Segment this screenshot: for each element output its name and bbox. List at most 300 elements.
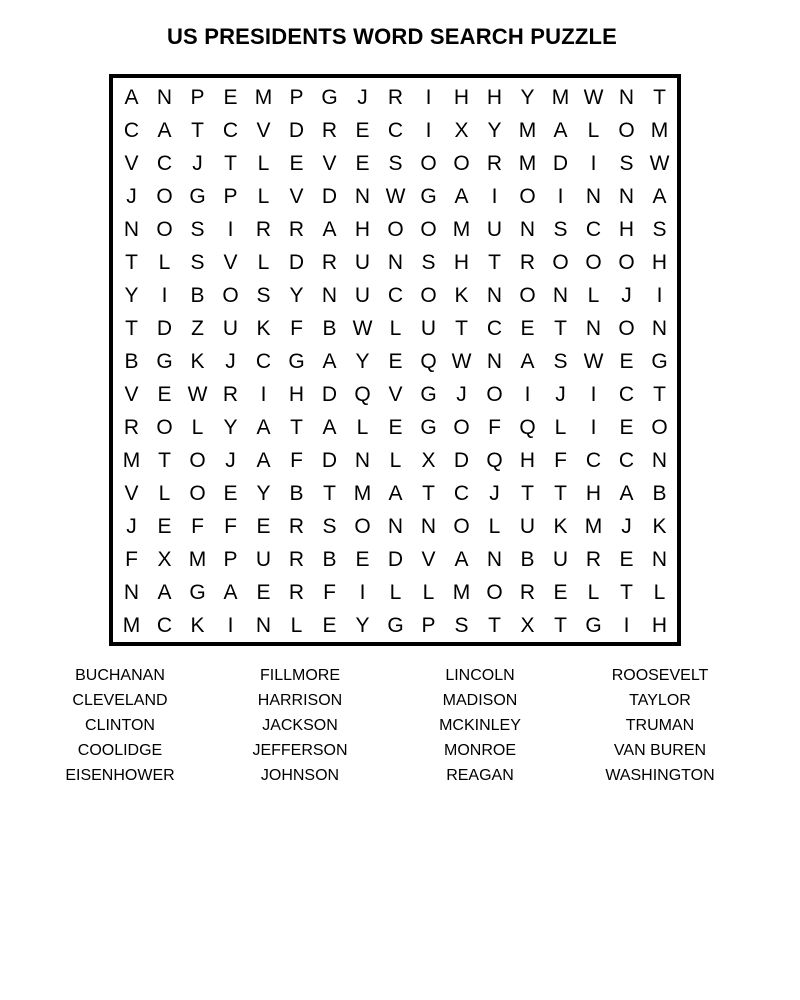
grid-cell[interactable]: M	[254, 85, 273, 109]
grid-cell[interactable]: N	[420, 514, 437, 538]
grid-cell[interactable]: N	[156, 85, 173, 109]
grid-cell[interactable]: B	[289, 481, 304, 505]
grid-cell[interactable]: I	[227, 613, 234, 637]
grid-cell[interactable]: Y	[223, 415, 238, 439]
word-list-item: ROOSEVELT	[611, 667, 709, 684]
grid-cell[interactable]: G	[420, 382, 437, 406]
grid-cell[interactable]: M	[122, 613, 141, 637]
grid-cell[interactable]: J	[225, 349, 236, 373]
grid-cell[interactable]: O	[420, 283, 437, 307]
grid-cell[interactable]: E	[553, 580, 568, 604]
grid-cell[interactable]: E	[157, 514, 172, 538]
grid-cell[interactable]: T	[488, 613, 501, 637]
grid-cell[interactable]: L	[257, 250, 270, 274]
grid-cell[interactable]: M	[518, 118, 537, 142]
grid-cell[interactable]: C	[618, 382, 635, 406]
grid-cell[interactable]: I	[425, 118, 432, 142]
grid-cell[interactable]: W	[385, 184, 406, 208]
grid-cell[interactable]: L	[389, 316, 402, 340]
grid-cell[interactable]: B	[322, 547, 337, 571]
grid-cell[interactable]: D	[156, 316, 173, 340]
grid-cell[interactable]: T	[653, 85, 666, 109]
grid-cell[interactable]: N	[321, 283, 338, 307]
grid-cell[interactable]: I	[557, 184, 564, 208]
grid-cell[interactable]: R	[288, 514, 305, 538]
grid-cell[interactable]: O	[387, 217, 404, 241]
grid-cell[interactable]: F	[323, 580, 336, 604]
grid-cell[interactable]: L	[587, 118, 600, 142]
grid-cell[interactable]: T	[224, 151, 237, 175]
grid-cell[interactable]: T	[620, 580, 633, 604]
grid-cell[interactable]: O	[618, 316, 635, 340]
grid-cell[interactable]: T	[158, 448, 171, 472]
grid-cell[interactable]: D	[552, 151, 569, 175]
grid-cell[interactable]: D	[288, 118, 305, 142]
grid-cell[interactable]: G	[585, 613, 602, 637]
grid-cell[interactable]: U	[222, 316, 239, 340]
grid-cell[interactable]: J	[126, 184, 137, 208]
grid-cell[interactable]: M	[551, 85, 570, 109]
grid-cell[interactable]: J	[621, 514, 632, 538]
grid-cell[interactable]: W	[187, 382, 208, 406]
grid-cell[interactable]: Q	[420, 349, 437, 373]
grid-cell[interactable]: T	[653, 382, 666, 406]
grid-cell[interactable]: L	[389, 580, 402, 604]
grid-cell[interactable]: N	[387, 514, 404, 538]
grid-cell[interactable]: K	[652, 514, 667, 538]
grid-cell[interactable]: X	[454, 118, 469, 142]
grid-cell[interactable]: W	[583, 85, 604, 109]
grid-cell[interactable]: O	[519, 184, 536, 208]
grid-cell[interactable]: Y	[124, 283, 139, 307]
grid-cell[interactable]: I	[590, 382, 597, 406]
grid-cell[interactable]: T	[290, 415, 303, 439]
grid-cell[interactable]: O	[453, 415, 470, 439]
grid-cell[interactable]: D	[321, 382, 338, 406]
grid-cell[interactable]: Q	[519, 415, 536, 439]
grid-cell[interactable]: S	[553, 349, 568, 373]
grid-cell[interactable]: C	[585, 217, 602, 241]
grid-cell[interactable]: T	[521, 481, 534, 505]
grid-cell[interactable]: V	[289, 184, 304, 208]
grid-cell[interactable]: C	[618, 448, 635, 472]
grid-cell[interactable]: E	[619, 349, 634, 373]
grid-cell[interactable]: A	[124, 85, 139, 109]
grid-cell[interactable]: A	[223, 580, 238, 604]
grid-cell[interactable]: E	[619, 547, 634, 571]
grid-cell[interactable]: F	[224, 514, 237, 538]
word-list-item: WASHINGTON	[605, 767, 715, 784]
grid-cell[interactable]: K	[256, 316, 271, 340]
grid-cell[interactable]: Y	[487, 118, 502, 142]
grid-cell[interactable]: I	[656, 283, 663, 307]
grid-cell[interactable]: S	[652, 217, 667, 241]
grid-cell[interactable]: L	[554, 415, 567, 439]
grid-cell[interactable]: I	[524, 382, 531, 406]
grid-cell[interactable]: U	[519, 514, 536, 538]
grid-cell[interactable]: H	[618, 217, 635, 241]
grid-cell[interactable]: V	[223, 250, 238, 274]
grid-cell[interactable]: N	[354, 448, 371, 472]
grid-cell[interactable]: S	[190, 217, 205, 241]
grid-cell[interactable]: G	[651, 349, 668, 373]
grid-cell[interactable]: I	[260, 382, 267, 406]
grid-cell[interactable]: E	[520, 316, 535, 340]
grid-cell[interactable]: H	[651, 250, 668, 274]
grid-cell[interactable]: B	[124, 349, 139, 373]
grid-cell[interactable]: A	[553, 118, 568, 142]
grid-cell[interactable]: A	[256, 448, 271, 472]
grid-cell[interactable]: L	[191, 415, 204, 439]
grid-cell[interactable]: H	[519, 448, 536, 472]
grid-cell[interactable]: B	[652, 481, 667, 505]
grid-cell[interactable]: C	[255, 349, 272, 373]
grid-cell[interactable]: E	[256, 514, 271, 538]
grid-cell[interactable]: R	[321, 250, 338, 274]
grid-cell[interactable]: A	[619, 481, 634, 505]
grid-cell[interactable]: D	[321, 448, 338, 472]
grid-cell[interactable]: J	[555, 382, 566, 406]
grid-cell[interactable]: F	[125, 547, 138, 571]
grid-cell[interactable]: T	[554, 481, 567, 505]
grid-cell[interactable]: T	[422, 481, 435, 505]
grid-cell[interactable]: A	[157, 118, 172, 142]
grid-cell[interactable]: R	[585, 547, 602, 571]
grid-cell[interactable]: L	[158, 250, 171, 274]
grid-cell[interactable]: R	[123, 415, 140, 439]
grid-cell[interactable]: D	[288, 250, 305, 274]
grid-cell[interactable]: W	[649, 151, 670, 175]
grid-cell[interactable]: N	[651, 316, 668, 340]
grid-cell[interactable]: I	[623, 613, 630, 637]
grid-cell[interactable]: K	[190, 349, 205, 373]
grid-cell[interactable]: O	[420, 151, 437, 175]
word-list-item: VAN BUREN	[613, 742, 707, 759]
grid-cell[interactable]: F	[290, 448, 303, 472]
grid-cell[interactable]: K	[190, 613, 205, 637]
grid-cell[interactable]: V	[256, 118, 271, 142]
grid-cell[interactable]: Y	[355, 613, 370, 637]
grid-cell[interactable]: E	[157, 382, 172, 406]
grid-cell[interactable]: L	[158, 481, 171, 505]
grid-cell[interactable]: N	[618, 184, 635, 208]
word-list-item: CLEVELAND	[72, 692, 168, 709]
grid-cell[interactable]: E	[355, 118, 370, 142]
grid-cell[interactable]: D	[321, 184, 338, 208]
grid-cell[interactable]: N	[651, 448, 668, 472]
grid-cell[interactable]: I	[227, 217, 234, 241]
grid-cell[interactable]: E	[355, 547, 370, 571]
grid-cell[interactable]: S	[256, 283, 271, 307]
grid-cell[interactable]: G	[387, 613, 404, 637]
grid-cell[interactable]: O	[651, 415, 668, 439]
grid-cell[interactable]: S	[421, 250, 436, 274]
grid-cell[interactable]: R	[387, 85, 404, 109]
grid-cell[interactable]: M	[353, 481, 372, 505]
grid-cell[interactable]: N	[486, 283, 503, 307]
grid-cell[interactable]: V	[124, 481, 139, 505]
grid-cell[interactable]: H	[288, 382, 305, 406]
grid-cell[interactable]: O	[222, 283, 239, 307]
grid-cell[interactable]: Y	[520, 85, 535, 109]
grid-cell[interactable]: Y	[355, 349, 370, 373]
grid-cell[interactable]: O	[156, 184, 173, 208]
grid-cell[interactable]: L	[290, 613, 303, 637]
grid-cell[interactable]: M	[188, 547, 207, 571]
grid-cell[interactable]: M	[452, 580, 471, 604]
grid-cell[interactable]: F	[290, 316, 303, 340]
puzzle-grid-frame	[109, 74, 681, 646]
grid-cell[interactable]: G	[420, 415, 437, 439]
grid-cell[interactable]: S	[553, 217, 568, 241]
grid-cell[interactable]: Y	[289, 283, 304, 307]
grid-cell[interactable]: E	[256, 580, 271, 604]
grid-cell[interactable]: U	[354, 250, 371, 274]
grid-cell[interactable]: T	[125, 250, 138, 274]
grid-cell[interactable]: R	[255, 217, 272, 241]
grid-cell[interactable]: Q	[354, 382, 371, 406]
grid-cell[interactable]: T	[191, 118, 204, 142]
grid-cell[interactable]: I	[359, 580, 366, 604]
grid-cell[interactable]: C	[486, 316, 503, 340]
grid-cell[interactable]: N	[255, 613, 272, 637]
grid-cell[interactable]: N	[354, 184, 371, 208]
grid-cell[interactable]: U	[552, 547, 569, 571]
grid-cell[interactable]: X	[157, 547, 172, 571]
grid-cell[interactable]: E	[355, 151, 370, 175]
grid-cell[interactable]: A	[652, 184, 667, 208]
grid-cell[interactable]: C	[222, 118, 239, 142]
grid-cell[interactable]: L	[257, 151, 270, 175]
grid-cell[interactable]: U	[255, 547, 272, 571]
grid-cell[interactable]: V	[388, 382, 403, 406]
grid-cell[interactable]: K	[454, 283, 469, 307]
grid-cell[interactable]: A	[157, 580, 172, 604]
grid-cell[interactable]: R	[321, 118, 338, 142]
grid-cell[interactable]: W	[583, 349, 604, 373]
grid-cell[interactable]: B	[322, 316, 337, 340]
grid-cell[interactable]: J	[192, 151, 203, 175]
grid-cell[interactable]: O	[486, 382, 503, 406]
grid-cell[interactable]: D	[453, 448, 470, 472]
grid-cell[interactable]: C	[156, 151, 173, 175]
grid-cell[interactable]: A	[454, 547, 469, 571]
grid-cell[interactable]: R	[288, 580, 305, 604]
grid-cell[interactable]: I	[161, 283, 168, 307]
grid-cell[interactable]: M	[518, 151, 537, 175]
grid-cell[interactable]: J	[456, 382, 467, 406]
grid-cell[interactable]: W	[451, 349, 472, 373]
grid-cell[interactable]: L	[389, 448, 402, 472]
grid-cell[interactable]: L	[587, 283, 600, 307]
grid-cell[interactable]: N	[519, 217, 536, 241]
grid-cell[interactable]: N	[585, 184, 602, 208]
grid-cell[interactable]: V	[322, 151, 337, 175]
grid-cell[interactable]: A	[256, 415, 271, 439]
word-list-item: MONROE	[444, 742, 516, 759]
grid-cell[interactable]: S	[388, 151, 403, 175]
grid-cell[interactable]: O	[189, 481, 206, 505]
grid-cell[interactable]: T	[488, 250, 501, 274]
grid-cell[interactable]: L	[653, 580, 666, 604]
grid-cell[interactable]: I	[590, 415, 597, 439]
grid-cell[interactable]: N	[387, 250, 404, 274]
grid-cell[interactable]: A	[454, 184, 469, 208]
grid-cell[interactable]: V	[421, 547, 436, 571]
grid-cell[interactable]: S	[454, 613, 469, 637]
grid-cell[interactable]: H	[585, 481, 602, 505]
grid-cell[interactable]: M	[122, 448, 141, 472]
grid-cell[interactable]: V	[124, 151, 139, 175]
grid-cell[interactable]: T	[125, 316, 138, 340]
grid-cell[interactable]: A	[520, 349, 535, 373]
grid-cell[interactable]: D	[387, 547, 404, 571]
letter-grid	[115, 81, 676, 642]
grid-cell[interactable]: F	[488, 415, 501, 439]
word-list-column	[390, 663, 570, 788]
grid-cell[interactable]: N	[486, 547, 503, 571]
grid-cell[interactable]: C	[453, 481, 470, 505]
grid-cell[interactable]: P	[421, 613, 436, 637]
grid-cell[interactable]: R	[222, 382, 239, 406]
grid-cell[interactable]: X	[520, 613, 535, 637]
grid-cell[interactable]: E	[388, 415, 403, 439]
grid-cell[interactable]: O	[156, 415, 173, 439]
grid-cell[interactable]: L	[356, 415, 369, 439]
grid-cell[interactable]: F	[191, 514, 204, 538]
grid-cell[interactable]: H	[486, 85, 503, 109]
grid-cell[interactable]: T	[554, 316, 567, 340]
grid-cell[interactable]: O	[354, 514, 371, 538]
grid-cell[interactable]: G	[420, 184, 437, 208]
grid-cell[interactable]: O	[453, 514, 470, 538]
grid-cell[interactable]: R	[288, 217, 305, 241]
grid-cell[interactable]: C	[156, 613, 173, 637]
grid-cell[interactable]: T	[323, 481, 336, 505]
grid-cell[interactable]: H	[354, 217, 371, 241]
grid-cell[interactable]: B	[520, 547, 535, 571]
grid-cell[interactable]: P	[190, 85, 205, 109]
grid-cell[interactable]: X	[421, 448, 436, 472]
grid-cell[interactable]: R	[288, 547, 305, 571]
grid-cell[interactable]: H	[651, 613, 668, 637]
grid-cell[interactable]: M	[650, 118, 669, 142]
grid-cell[interactable]: I	[590, 151, 597, 175]
grid-cell[interactable]: A	[322, 217, 337, 241]
grid-cell[interactable]: S	[619, 151, 634, 175]
grid-cell[interactable]: Z	[191, 316, 204, 340]
grid-cell[interactable]: U	[420, 316, 437, 340]
grid-cell[interactable]: P	[223, 184, 238, 208]
grid-cell[interactable]: C	[387, 283, 404, 307]
grid-cell[interactable]: R	[519, 250, 536, 274]
grid-cell[interactable]: P	[223, 547, 238, 571]
grid-cell[interactable]: A	[322, 349, 337, 373]
grid-cell[interactable]: C	[585, 448, 602, 472]
grid-cell[interactable]: M	[452, 217, 471, 241]
grid-cell[interactable]: L	[257, 184, 270, 208]
grid-cell[interactable]: R	[519, 580, 536, 604]
grid-cell[interactable]: E	[619, 415, 634, 439]
grid-cell[interactable]: E	[388, 349, 403, 373]
word-list-item: JEFFERSON	[252, 742, 348, 759]
grid-cell[interactable]: O	[519, 283, 536, 307]
grid-cell[interactable]: O	[552, 250, 569, 274]
grid-cell[interactable]: E	[289, 151, 304, 175]
grid-cell[interactable]: J	[621, 283, 632, 307]
grid-cell[interactable]: J	[357, 85, 368, 109]
grid-cell[interactable]: N	[618, 85, 635, 109]
grid-cell[interactable]: O	[585, 250, 602, 274]
grid-cell[interactable]: Q	[486, 448, 503, 472]
grid-cell[interactable]: A	[388, 481, 403, 505]
grid-cell[interactable]: I	[425, 85, 432, 109]
grid-cell[interactable]: T	[554, 613, 567, 637]
grid-cell[interactable]: K	[553, 514, 568, 538]
grid-cell[interactable]: G	[189, 184, 206, 208]
grid-cell[interactable]: G	[156, 349, 173, 373]
grid-cell[interactable]: J	[126, 514, 137, 538]
grid-cell[interactable]: J	[225, 448, 236, 472]
grid-cell[interactable]: Y	[256, 481, 271, 505]
grid-cell[interactable]: O	[189, 448, 206, 472]
grid-cell[interactable]: N	[123, 580, 140, 604]
grid-cell[interactable]: H	[453, 85, 470, 109]
grid-cell[interactable]: N	[123, 217, 140, 241]
grid-cell[interactable]: P	[289, 85, 304, 109]
word-list-item: MADISON	[442, 692, 518, 709]
grid-cell[interactable]: H	[453, 250, 470, 274]
grid-cell[interactable]: J	[489, 481, 500, 505]
grid-cell[interactable]: G	[321, 85, 338, 109]
grid-cell[interactable]: L	[488, 514, 501, 538]
grid-cell[interactable]: S	[190, 250, 205, 274]
grid-cell[interactable]: G	[189, 580, 206, 604]
grid-cell[interactable]: O	[420, 217, 437, 241]
grid-cell[interactable]: S	[322, 514, 337, 538]
grid-cell[interactable]: A	[322, 415, 337, 439]
grid-cell[interactable]: G	[288, 349, 305, 373]
grid-cell[interactable]: U	[486, 217, 503, 241]
grid-cell[interactable]: N	[486, 349, 503, 373]
grid-cell[interactable]: N	[651, 547, 668, 571]
grid-cell[interactable]: N	[585, 316, 602, 340]
grid-cell[interactable]: E	[322, 613, 337, 637]
grid-cell[interactable]: M	[584, 514, 603, 538]
grid-cell[interactable]: W	[352, 316, 373, 340]
grid-cell[interactable]: O	[156, 217, 173, 241]
grid-cell[interactable]: E	[223, 481, 238, 505]
grid-cell[interactable]: T	[455, 316, 468, 340]
word-list-item: BUCHANAN	[75, 667, 165, 684]
grid-cell[interactable]: O	[453, 151, 470, 175]
grid-cell[interactable]: L	[422, 580, 435, 604]
grid-cell[interactable]: E	[223, 85, 238, 109]
grid-cell[interactable]: C	[387, 118, 404, 142]
grid-cell[interactable]: N	[552, 283, 569, 307]
grid-cell[interactable]: O	[618, 250, 635, 274]
grid-cell[interactable]: O	[486, 580, 503, 604]
grid-cell[interactable]: F	[554, 448, 567, 472]
grid-cell[interactable]: B	[190, 283, 205, 307]
grid-cell[interactable]: L	[587, 580, 600, 604]
grid-cell[interactable]: I	[491, 184, 498, 208]
grid-cell[interactable]: V	[124, 382, 139, 406]
grid-cell[interactable]: O	[618, 118, 635, 142]
grid-cell[interactable]: R	[486, 151, 503, 175]
grid-cell[interactable]: U	[354, 283, 371, 307]
grid-cell[interactable]: C	[123, 118, 140, 142]
